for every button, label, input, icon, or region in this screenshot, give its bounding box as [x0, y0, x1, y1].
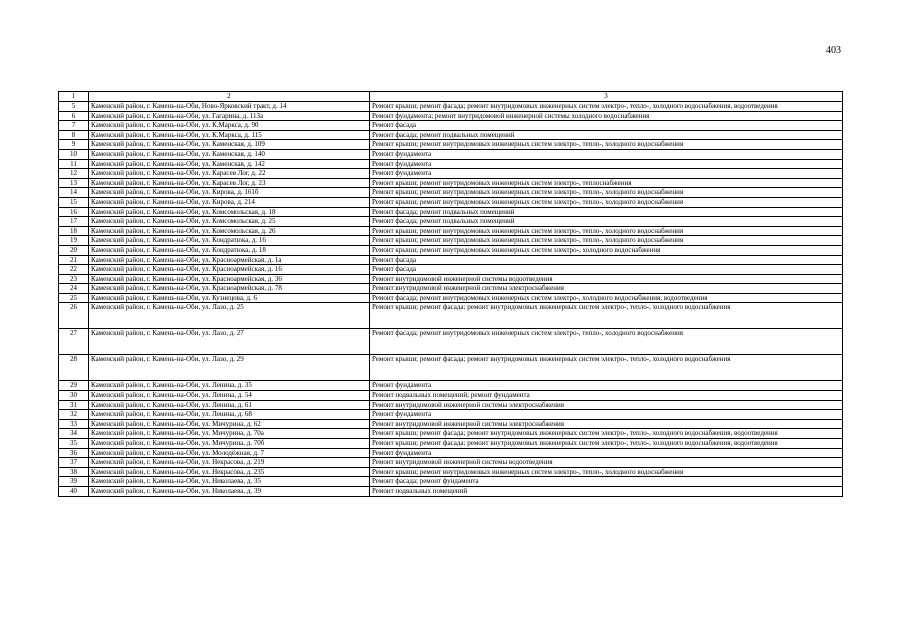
- address-cell: Каменский район, г. Камень-на-Оби, ул. Лазо, д. 29: [89, 355, 370, 381]
- table-row: [59, 265, 843, 275]
- works-cell: Ремонт фундамента: [370, 159, 843, 169]
- table-row: [59, 391, 843, 401]
- table-row: [59, 467, 843, 477]
- address-cell: Каменский район, г. Камень-на-Оби, ул. Комсомольская, д. 25: [89, 217, 370, 227]
- row-number: 7: [59, 121, 89, 131]
- address-cell: Каменский район, г. Камень-на-Оби, ул. Ленина, д. 35: [89, 381, 370, 391]
- works-cell: Ремонт фасада; ремонт фундамента: [370, 477, 843, 487]
- address-cell: Каменский район, г. Камень-на-Оби, ул. Николаева, д. 35: [89, 477, 370, 487]
- column-number-2: 2: [89, 92, 370, 102]
- address-cell: Каменский район, г. Камень-на-Оби, ул. Некрасова, д. 219: [89, 458, 370, 468]
- header-row: [59, 92, 843, 102]
- works-cell: Ремонт крыши; ремонт фасада; ремонт внутридомовых инженерных систем электро-, тепло-, холодного водоснабжения: [370, 355, 843, 381]
- row-number: 14: [59, 188, 89, 198]
- address-cell: Каменский район, г. Камень-на-Оби, ул. Кондратюка, д. 18: [89, 245, 370, 255]
- address-cell: Каменский район, г. Камень-на-Оби, ул. Ленина, д. 61: [89, 400, 370, 410]
- address-cell: Каменский район, г. Камень-на-Оби, ул. Кирова, д. 161б: [89, 188, 370, 198]
- address-cell: Каменский район, г. Камень-на-Оби, ул. Ленина, д. 54: [89, 391, 370, 401]
- table-row: [59, 381, 843, 391]
- table-row: [59, 188, 843, 198]
- row-number: 30: [59, 391, 89, 401]
- table-row: [59, 149, 843, 159]
- address-cell: Каменский район, г. Камень-на-Оби, ул. Карасев Лог, д. 23: [89, 178, 370, 188]
- works-cell: Ремонт фасада: [370, 265, 843, 275]
- works-cell: Ремонт фундамента: [370, 448, 843, 458]
- works-cell: Ремонт внутридомовой инженерной системы электроснабжения: [370, 419, 843, 429]
- works-cell: Ремонт фундамента: [370, 410, 843, 420]
- address-cell: Каменский район, г. Камень-на-Оби, ул. Некрасова, д. 235: [89, 467, 370, 477]
- address-cell: Каменский район, г. Камень-на-Оби, ул. Гагарина, д. 113а: [89, 111, 370, 121]
- row-number: 40: [59, 487, 89, 497]
- table-row: [59, 303, 843, 329]
- table-row: [59, 293, 843, 303]
- address-cell: Каменский район, г. Камень-на-Оби, ул. Красноармейская, д. 1а: [89, 255, 370, 265]
- works-cell: Ремонт крыши; ремонт внутридомовых инженерных систем электро-, тепло-, холодного водоснабжения: [370, 226, 843, 236]
- address-cell: Каменский район, г. Камень-на-Оби, ул. Комсомольская, д. 26: [89, 226, 370, 236]
- works-cell: Ремонт фасада: [370, 255, 843, 265]
- row-number: 38: [59, 467, 89, 477]
- row-number: 31: [59, 400, 89, 410]
- works-cell: Ремонт фасада; ремонт подвальных помещений: [370, 217, 843, 227]
- table-row: [59, 477, 843, 487]
- address-cell: Каменский район, г. Камень-на-Оби, ул. К.Маркса, д. 115: [89, 130, 370, 140]
- row-number: 35: [59, 439, 89, 449]
- table-row: [59, 121, 843, 131]
- row-number: 25: [59, 293, 89, 303]
- table-row: [59, 274, 843, 284]
- row-number: 16: [59, 207, 89, 217]
- works-cell: Ремонт крыши; ремонт фасада; ремонт внутридомовых инженерных систем электро-, тепло-, холодного водоснабжения, водоотведения: [370, 102, 843, 112]
- works-cell: Ремонт внутридомовой инженерной системы электроснабжения: [370, 400, 843, 410]
- row-number: 17: [59, 217, 89, 227]
- table-row: [59, 400, 843, 410]
- address-cell: Каменский район, г. Камень-на-Оби, ул. Лазо, д. 27: [89, 329, 370, 355]
- column-number-3: 3: [370, 92, 843, 102]
- address-cell: Каменский район, г. Камень-на-Оби, ул. Мичурина, д. 62: [89, 419, 370, 429]
- table-row: [59, 284, 843, 294]
- table-row: [59, 130, 843, 140]
- table-row: [59, 245, 843, 255]
- table-row: [59, 429, 843, 439]
- row-number: 34: [59, 429, 89, 439]
- address-cell: Каменский район, г. Камень-на-Оби, ул. Ленина, д. 68: [89, 410, 370, 420]
- row-number: 5: [59, 102, 89, 112]
- page-number: 403: [826, 45, 841, 56]
- row-number: 8: [59, 130, 89, 140]
- table-header: [59, 92, 843, 102]
- address-cell: Каменский район, г. Камень-на-Оби, ул. Красноармейская, д. 16: [89, 265, 370, 275]
- row-number: 10: [59, 149, 89, 159]
- column-number-1: 1: [59, 92, 89, 102]
- row-number: 20: [59, 245, 89, 255]
- address-cell: Каменский район, г. Камень-на-Оби, ул. Комсомольская, д. 18: [89, 207, 370, 217]
- works-cell: Ремонт внутридомовой инженерной системы электроснабжения: [370, 284, 843, 294]
- row-number: 27: [59, 329, 89, 355]
- row-number: 28: [59, 355, 89, 381]
- works-cell: Ремонт крыши; ремонт внутридомовых инженерных систем электро-, тепло-, холодного водоснабжения: [370, 197, 843, 207]
- works-cell: Ремонт подвальных помещений: [370, 487, 843, 497]
- row-number: 29: [59, 381, 89, 391]
- table-row: [59, 140, 843, 150]
- address-cell: Каменский район, г. Камень-на-Оби, ул. Кузнецова, д. 6: [89, 293, 370, 303]
- table-row: [59, 178, 843, 188]
- table-row: [59, 419, 843, 429]
- row-number: 39: [59, 477, 89, 487]
- works-cell: Ремонт фундамента: [370, 169, 843, 179]
- works-cell: Ремонт фундамента; ремонт внутридомовой инженерной системы холодного водоснабжения: [370, 111, 843, 121]
- address-cell: Каменский район, г. Камень-на-Оби, ул. Мичурина, д. 70а: [89, 429, 370, 439]
- table-row: [59, 410, 843, 420]
- address-cell: Каменский район, г. Камень-на-Оби, ул. Лазо, д. 25: [89, 303, 370, 329]
- table-row: [59, 207, 843, 217]
- table-row: [59, 159, 843, 169]
- table-body: [59, 102, 843, 497]
- works-cell: Ремонт внутридомовой инженерной системы водоотведения: [370, 274, 843, 284]
- table-row: [59, 329, 843, 355]
- row-number: 32: [59, 410, 89, 420]
- row-number: 19: [59, 236, 89, 246]
- row-number: 6: [59, 111, 89, 121]
- table-row: [59, 458, 843, 468]
- row-number: 24: [59, 284, 89, 294]
- table-row: [59, 197, 843, 207]
- address-cell: Каменский район, г. Камень-на-Оби, ул. Мичурина, д. 70б: [89, 439, 370, 449]
- works-cell: Ремонт крыши; ремонт внутридомовых инженерных систем электро-, тепло-, холодного водоснабжения: [370, 188, 843, 198]
- repair-registry-table: [58, 91, 843, 497]
- works-cell: Ремонт крыши; ремонт фасада; ремонт внутридомовых инженерных систем электро-, тепло-, холодного водоснабжения: [370, 303, 843, 329]
- table-row: [59, 169, 843, 179]
- table-row: [59, 102, 843, 112]
- table-row: [59, 255, 843, 265]
- address-cell: Каменский район, г. Камень-на-Оби, ул. Карасев Лог, д. 22: [89, 169, 370, 179]
- address-cell: Каменский район, г. Камень-на-Оби, ул. Каменская, д. 109: [89, 140, 370, 150]
- address-cell: Каменский район, г. Камень-на-Оби, ул. Николаева, д. 39: [89, 487, 370, 497]
- row-number: 22: [59, 265, 89, 275]
- row-number: 12: [59, 169, 89, 179]
- works-cell: Ремонт крыши; ремонт внутридомовых инженерных систем электро-, теплоснабжения: [370, 178, 843, 188]
- works-cell: Ремонт фасада: [370, 121, 843, 131]
- works-cell: Ремонт подвальных помещений; ремонт фундамента: [370, 391, 843, 401]
- row-number: 9: [59, 140, 89, 150]
- table-row: [59, 236, 843, 246]
- address-cell: Каменский район, г. Камень-на-Оби, ул. Молодёжная, д. 7: [89, 448, 370, 458]
- table-row: [59, 448, 843, 458]
- row-number: 21: [59, 255, 89, 265]
- row-number: 11: [59, 159, 89, 169]
- row-number: 26: [59, 303, 89, 329]
- address-cell: Каменский район, г. Камень-на-Оби, ул. Кирова, д. 214: [89, 197, 370, 207]
- address-cell: Каменский район, г. Камень-на-Оби, ул. Каменская, д. 142: [89, 159, 370, 169]
- row-number: 37: [59, 458, 89, 468]
- table-row: [59, 487, 843, 497]
- table-row: [59, 355, 843, 381]
- row-number: 33: [59, 419, 89, 429]
- table-row: [59, 439, 843, 449]
- works-cell: Ремонт фасада; ремонт подвальных помещений: [370, 130, 843, 140]
- row-number: 36: [59, 448, 89, 458]
- works-cell: Ремонт внутридомовой инженерной системы водоотведения: [370, 458, 843, 468]
- works-cell: Ремонт крыши; ремонт внутридомовых инженерных систем электро-, холодного водоснабжения: [370, 245, 843, 255]
- address-cell: Каменский район, г. Камень-на-Оби, ул. Кондратюка, д. 16: [89, 236, 370, 246]
- row-number: 23: [59, 274, 89, 284]
- row-number: 13: [59, 178, 89, 188]
- table-row: [59, 111, 843, 121]
- address-cell: Каменский район, г. Камень-на-Оби, ул. Красноармейская, д. 36: [89, 274, 370, 284]
- works-cell: Ремонт фасада; ремонт подвальных помещений: [370, 207, 843, 217]
- works-cell: Ремонт крыши; ремонт фасада; ремонт внутридомовых инженерных систем электро-, тепло-, холодного водоснабжения, водоотведения: [370, 439, 843, 449]
- works-cell: Ремонт фундамента: [370, 149, 843, 159]
- table-row: [59, 226, 843, 236]
- works-cell: Ремонт крыши; ремонт внутридомовых инженерных систем электро-, тепло-, холодного водоснабжения: [370, 140, 843, 150]
- works-cell: Ремонт крыши; ремонт внутридомовых инженерных систем электро-, тепло-, холодного водоснабжения: [370, 467, 843, 477]
- table-row: [59, 217, 843, 227]
- works-cell: Ремонт фасада; ремонт внутридомовых инженерных систем электро-, холодного водоснабжения, водоотведения: [370, 293, 843, 303]
- address-cell: Каменский район, г. Камень-на-Оби, ул. Каменская, д. 140: [89, 149, 370, 159]
- row-number: 15: [59, 197, 89, 207]
- address-cell: Каменский район, г. Камень-на-Оби, Ново-Ярковский тракт, д. 14: [89, 102, 370, 112]
- works-cell: Ремонт фасада; ремонт внутридомовых инженерных систем электро-, тепло-, холодного водоснабжения: [370, 329, 843, 355]
- works-cell: Ремонт фундамента: [370, 381, 843, 391]
- row-number: 18: [59, 226, 89, 236]
- works-cell: Ремонт крыши; ремонт фасада; ремонт внутридомовых инженерных систем электро-, тепло-, холодного водоснабжения, водоотведения: [370, 429, 843, 439]
- address-cell: Каменский район, г. Камень-на-Оби, ул. Красноармейская, д. 78: [89, 284, 370, 294]
- works-cell: Ремонт крыши; ремонт внутридомовых инженерных систем электро-, тепло-, холодного водоснабжения: [370, 236, 843, 246]
- address-cell: Каменский район, г. Камень-на-Оби, ул. К.Маркса, д. 90: [89, 121, 370, 131]
